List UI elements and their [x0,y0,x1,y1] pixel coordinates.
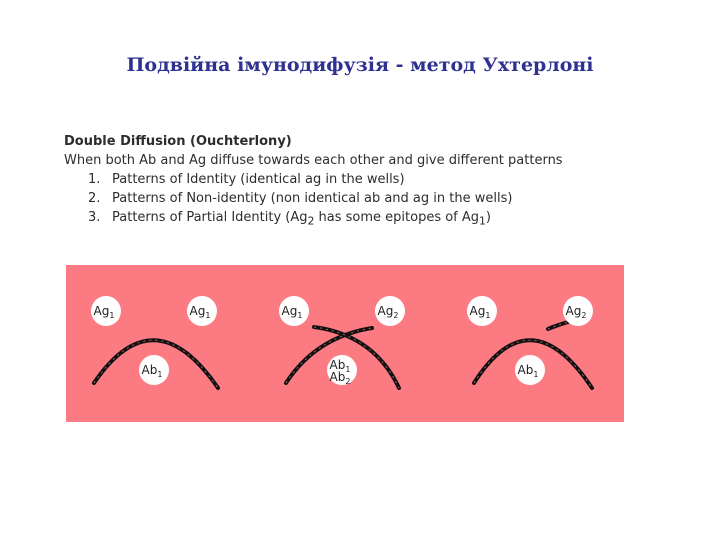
text-part: ) [485,210,491,225]
intro-text: When both Ab and Ag diffuse towards each other and give different patterns [64,153,563,168]
subscript: 1 [479,214,486,228]
subscript: 2 [307,214,315,228]
section-heading: Double Diffusion (Ouchterlony) [64,134,292,149]
precipitin-line-crossing-right [314,327,399,388]
list-item-number: 3. [88,210,101,225]
text-part: has some epitopes of Ag [314,210,480,225]
antigen-well-label: $Ag_1$ [93,304,115,320]
list-item [64,189,644,208]
list-item-text: Patterns of Non-identity (non identical ab and ag in the wells) [112,191,513,206]
antigen-well-label: $Ag_2$ [565,304,587,320]
antigen-well-label: $Ag_2$ [377,304,399,320]
list-item-number: 2. [88,191,101,206]
slide-title: Подвійна імунодифузія - метод Ухтерлоні [126,54,594,76]
list-item [64,170,644,189]
list-item [64,208,644,231]
description-block [64,132,644,231]
list-item-text [112,210,491,228]
antigen-well-label: $Ag_1$ [469,304,491,320]
antibody-well-label: $Ab_1$ [141,363,163,379]
antibody-well-label: $Ab_2$ [329,370,351,386]
immunodiffusion-diagram [66,265,624,422]
pattern-list [64,170,644,231]
antibody-well-label: $Ab_1$ [517,363,539,379]
text-part: Patterns of Partial Identity (Ag [112,210,308,225]
antibody-well-label: $Ab_1$ [329,358,351,374]
list-item-number: 1. [88,172,101,187]
antigen-well-label: $Ag_1$ [281,304,303,320]
list-item-text: Patterns of Identity (identical ag in the wells) [112,172,405,187]
diagram-canvas [66,265,624,422]
antigen-well-label: $Ag_1$ [189,304,211,320]
precipitin-line-crossing-right-texture [314,327,399,388]
